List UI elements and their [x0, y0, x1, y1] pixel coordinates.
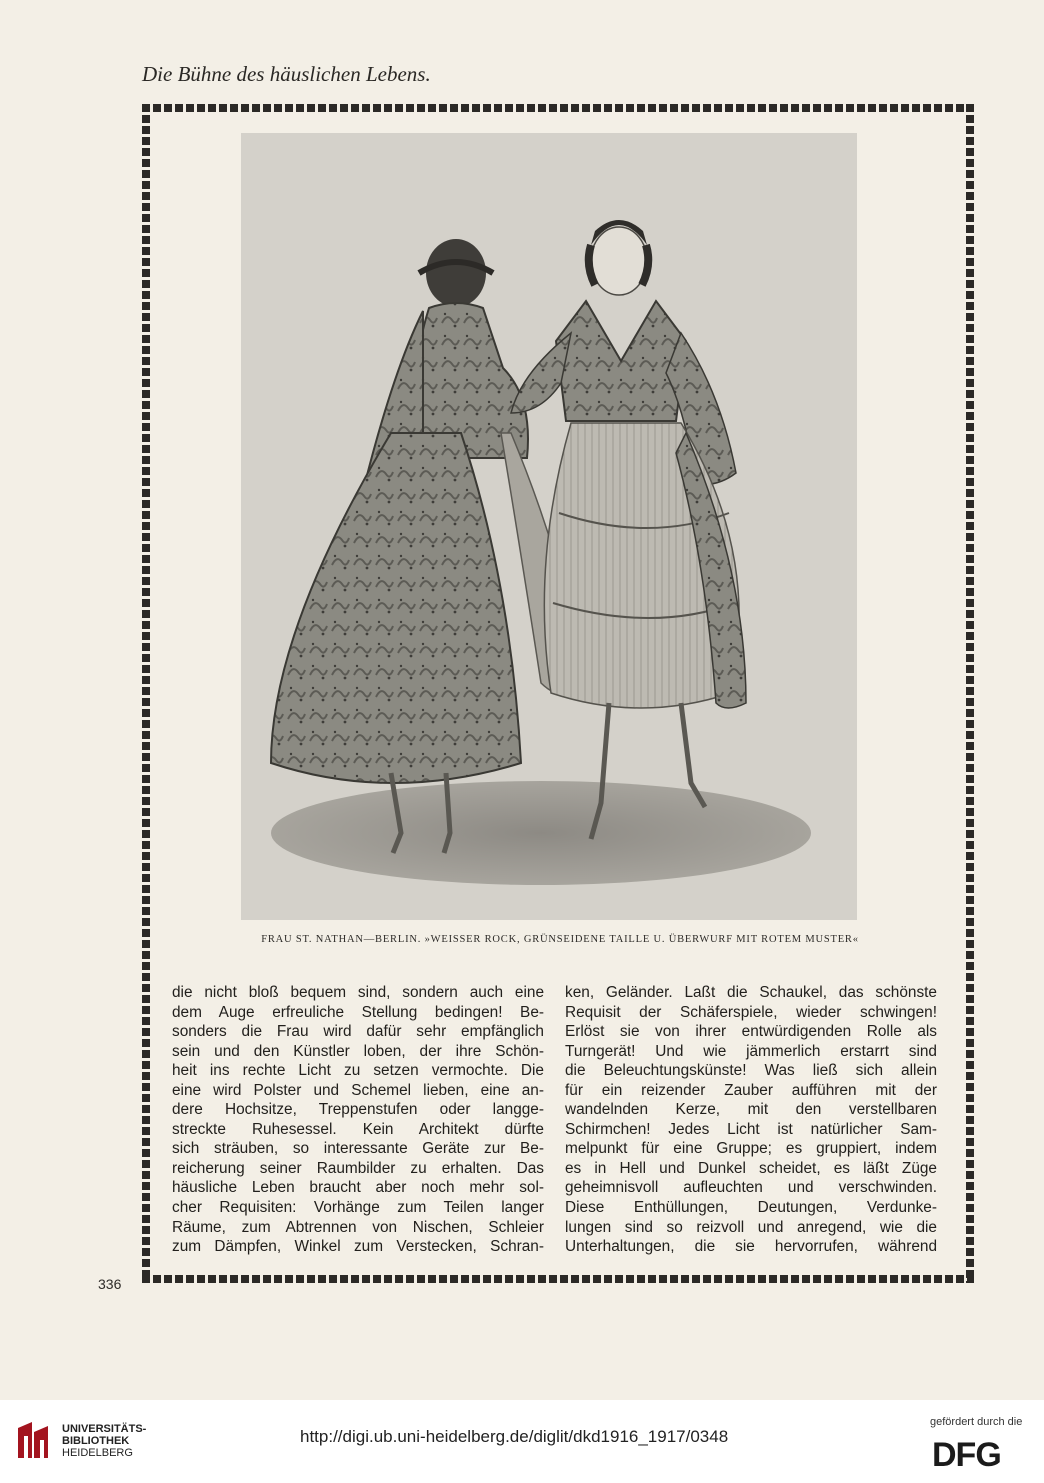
text-line: für ein reizender Zauber aufführen mit der	[565, 1081, 937, 1099]
text-line: die nicht bloß bequem sind, sondern auch eine	[172, 984, 544, 1001]
illustration-drawing	[241, 133, 857, 920]
fashion-illustration	[241, 133, 857, 920]
text-line: Unterhaltungen, die sie hervorrufen, während	[565, 1238, 937, 1256]
text-line: sonders die Frau wird dafür sehr empfänglich	[172, 1023, 544, 1041]
university-name[interactable]	[62, 1423, 146, 1459]
text-line: wandelnden Kerze, mit den verstellbaren	[565, 1101, 937, 1119]
text-line: sein und den Künstler loben, der ihre Schön-	[172, 1042, 544, 1060]
text-column-right	[565, 983, 937, 1257]
viewer-footer	[0, 1400, 1044, 1483]
text-line: lungen sind so reizvoll und anregend, wie die	[565, 1218, 937, 1236]
text-line: Diese Enthüllungen, Deutungen, Verdunke-	[565, 1199, 937, 1217]
text-line: häusliche Leben braucht aber noch mehr sol-	[172, 1179, 544, 1197]
text-line: Erlöst sie von ihrer entwürdigenden Rolle als	[565, 1023, 937, 1041]
university-name-line: HEIDELBERG	[62, 1447, 133, 1459]
text-line: zum Dämpfen, Winkel zum Verstecken, Schran-	[172, 1238, 544, 1256]
running-head: Die Bühne des häuslichen Lebens.	[142, 62, 431, 86]
illustration-caption: FRAU ST. NATHAN—BERLIN. »WEISSER ROCK, GRÜNSEIDENE TAILLE U. ÜBERWURF MIT ROTEM MUSTER«	[261, 934, 859, 945]
text-line: Schirmchen! Jedes Licht ist natürlicher Sam-	[565, 1120, 937, 1138]
text-line: die Beleuchtungskünste! Was ließ sich allein	[565, 1062, 937, 1080]
university-logo-icon[interactable]	[12, 1418, 54, 1464]
left-figure	[271, 239, 591, 853]
text-column-left	[172, 983, 544, 1257]
text-line: cher Requisiten: Vorhänge zum Teilen langer	[172, 1199, 544, 1217]
source-url-link[interactable]: http://digi.ub.uni-heidelberg.de/diglit/dkd1916_1917/0348	[300, 1427, 729, 1446]
text-line: ken, Geländer. Laßt die Schaukel, das schönste	[565, 984, 937, 1001]
text-line: dem Auge erfreuliche Stellung bedingen! Be-	[172, 1003, 544, 1021]
frame-border-bottom	[142, 1275, 974, 1283]
text-line: Requisit der Schäferspiele, wieder schwingen!	[565, 1003, 937, 1021]
text-line: reicherung seiner Raumbilder zu erhalten. Das	[172, 1159, 544, 1177]
text-line: Turngerät! Und wie jämmerlich erstarrt sind	[565, 1042, 937, 1060]
frame-border-top	[142, 104, 974, 112]
university-name-line: BIBLIOTHEK	[62, 1435, 130, 1447]
text-line: geheimnisvoll aufleuchten und verschwinden.	[565, 1179, 937, 1197]
text-line: heit ins rechte Licht zu setzen vermochte. Die	[172, 1062, 544, 1080]
text-line: streckte Ruhesessel. Kein Architekt dürfte	[172, 1120, 544, 1138]
floor-shadow	[271, 781, 811, 885]
text-line: eine wird Polster und Schemel lieben, eine an-	[172, 1081, 544, 1099]
frame-border-left	[142, 104, 150, 1283]
text-line: Räume, zum Abtrennen von Nischen, Schleier	[172, 1218, 544, 1236]
page-number: 336	[98, 1276, 122, 1292]
frame-border-right	[966, 104, 974, 1283]
dfg-logo[interactable]: DFG	[932, 1436, 1001, 1474]
text-line: es in Hell und Dunkel scheidet, es läßt Züge	[565, 1159, 937, 1177]
text-line: melpunkt für eine Gruppe; es gruppiert, indem	[565, 1140, 937, 1158]
funding-note: gefördert durch die	[930, 1416, 1023, 1428]
text-line: sich sträuben, so interessante Geräte zur Be-	[172, 1140, 544, 1158]
text-line: dere Hochsitze, Treppenstufen oder langge-	[172, 1101, 544, 1119]
university-name-line: UNIVERSITÄTS-	[62, 1423, 147, 1435]
